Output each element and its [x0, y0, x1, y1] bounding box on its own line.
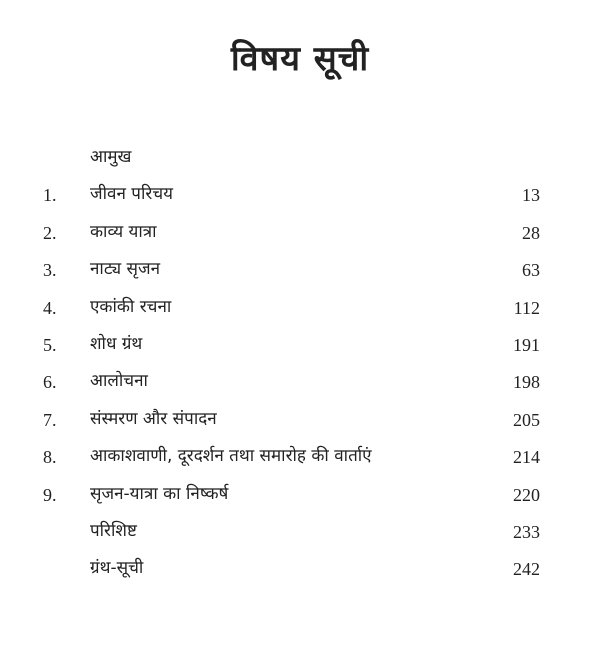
entry-number: 8. — [43, 447, 57, 468]
entry-page: 28 — [522, 222, 540, 243]
entry-title: संस्मरण और संपादन — [90, 408, 217, 429]
entry-title: जीवन परिचय — [90, 184, 173, 205]
toc-entry — [0, 179, 600, 216]
toc-entry — [0, 366, 600, 403]
page-title: विषय सूची — [230, 39, 370, 79]
toc-entry — [0, 404, 600, 441]
entry-number: 1. — [43, 185, 57, 206]
entry-number: 9. — [43, 484, 57, 505]
entry-title: आलोचना — [90, 371, 148, 392]
entry-number: 5. — [43, 334, 57, 355]
entry-page: 233 — [513, 521, 540, 542]
toc-entry — [0, 329, 600, 366]
entry-page: 63 — [522, 260, 540, 281]
toc-entry — [0, 441, 600, 478]
entry-page: 242 — [513, 559, 540, 580]
entry-page: 191 — [513, 334, 540, 355]
entry-title: एकांकी रचना — [90, 296, 172, 317]
toc-entry-foreword — [0, 142, 600, 179]
entry-page: 205 — [513, 409, 540, 430]
toc-entry — [0, 217, 600, 254]
entry-page: 13 — [522, 185, 540, 206]
entry-title: आमुख — [90, 147, 132, 167]
entry-title: आकाशवाणी, दूरदर्शन तथा समारोह की वार्ताएं — [90, 446, 372, 467]
entry-page: 198 — [513, 372, 540, 393]
entry-title: नाट्य सृजन — [90, 259, 161, 280]
entry-number: 7. — [43, 409, 57, 430]
entry-number: 6. — [43, 372, 57, 393]
table-of-contents — [0, 142, 600, 591]
entry-page: 214 — [513, 447, 540, 468]
entry-page: 112 — [513, 297, 540, 318]
toc-entry — [0, 292, 600, 329]
entry-title: शोध ग्रंथ — [90, 333, 143, 354]
entry-number: 2. — [43, 222, 57, 243]
entry-title: परिशिष्ट — [90, 520, 137, 541]
entry-title: काव्य यात्रा — [90, 221, 157, 242]
toc-entry — [0, 254, 600, 291]
toc-entry-bibliography — [0, 553, 600, 590]
toc-entry — [0, 479, 600, 516]
toc-entry-appendix — [0, 516, 600, 553]
entry-number: 3. — [43, 260, 57, 281]
entry-number: 4. — [43, 297, 57, 318]
entry-title: सृजन-यात्रा का निष्कर्ष — [90, 483, 229, 504]
entry-page: 220 — [513, 484, 540, 505]
entry-title: ग्रंथ-सूची — [90, 558, 144, 579]
